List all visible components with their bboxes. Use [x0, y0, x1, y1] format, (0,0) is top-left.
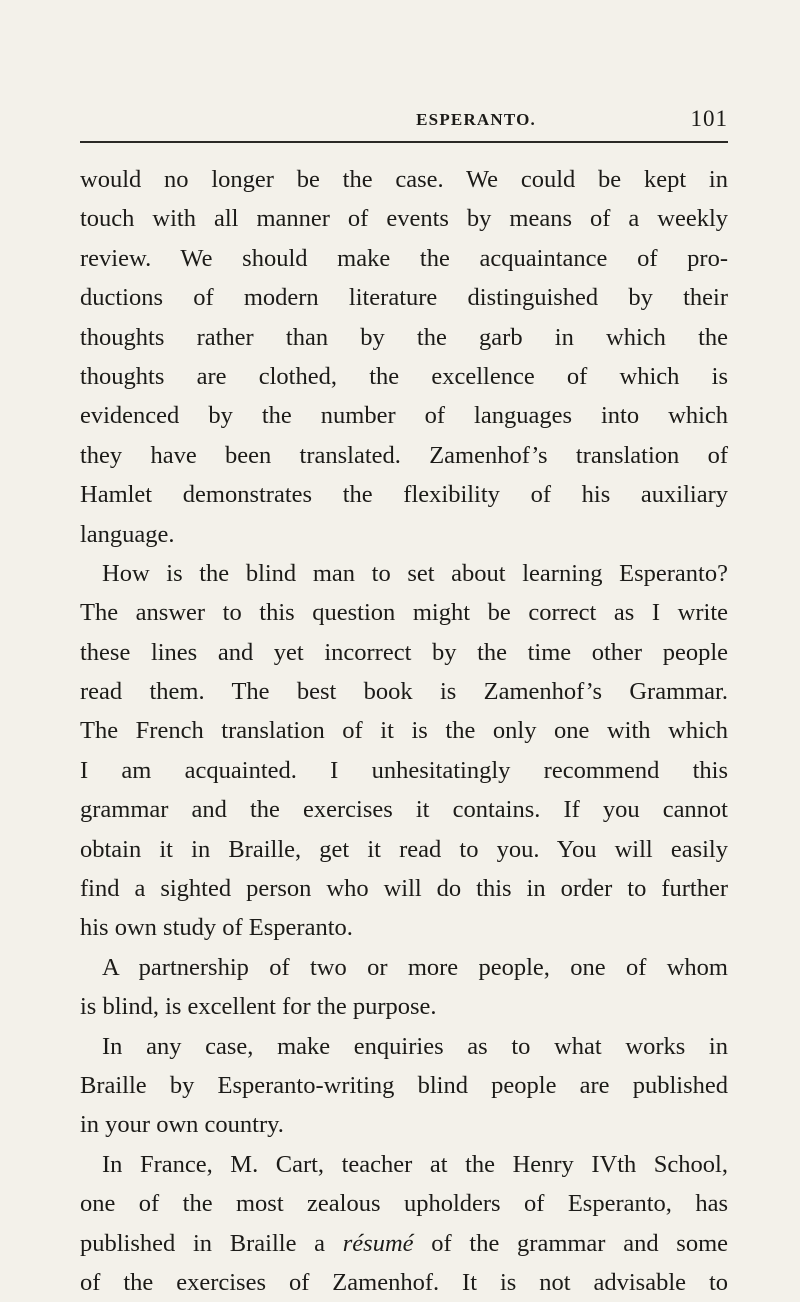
text-line: The French translation of it is the only one with which — [80, 717, 728, 745]
text-line: is blind, is excellent for the purpose. — [80, 993, 437, 1021]
text-line: Hamlet demonstrates the flexibility of his auxiliary — [80, 481, 728, 509]
text-line: would no longer be the case. We could be kept in — [80, 166, 728, 193]
text-line: read them. The best book is Zamenhof’s Grammar. — [80, 678, 728, 706]
text-line: In France, M. Cart, teacher at the Henry IVth School, — [102, 1150, 728, 1178]
text-run: published in Braille a — [80, 1229, 343, 1257]
page-number: 101 — [690, 106, 728, 131]
text-line: these lines and yet incorrect by the time other people — [80, 638, 728, 666]
text-line: In any case, make enquiries as to what works in — [102, 1032, 728, 1060]
text-line: touch with all manner of events by means of a weekly — [80, 205, 728, 233]
text-line: Braille by Esperanto-writing blind people are published — [80, 1071, 728, 1099]
text-line: ductions of modern literature distinguished by their — [80, 284, 728, 312]
text-line: find a sighted person who will do this in order to further — [80, 875, 728, 903]
text-line: I am acquainted. I unhesitatingly recommend this — [80, 756, 728, 784]
italic-term: résumé — [342, 1229, 414, 1257]
text-line: language. — [80, 520, 175, 548]
body-text — [80, 160, 728, 1302]
text-line: obtain it in Braille, get it read to you. You will easily — [80, 835, 728, 863]
text-line: grammar and the exercises it contains. If you cannot — [80, 796, 728, 824]
text-line: thoughts are clothed, the excellence of which is — [80, 362, 728, 390]
text-line: evidenced by the number of languages into which — [80, 402, 728, 430]
text-line: in your own country. — [80, 1111, 284, 1139]
text-line: thoughts rather than by the garb in which the — [80, 323, 728, 351]
text-line: one of the most zealous upholders of Esperanto, has — [80, 1190, 728, 1218]
text-line: they have been translated. Zamenhof’s translation of — [80, 441, 728, 469]
running-head — [80, 104, 728, 134]
book-page — [80, 0, 729, 1296]
text-line: The answer to this question might be correct as I write — [80, 599, 728, 627]
text-line: review. We should make the acquaintance of pro- — [80, 244, 728, 272]
text-line: his own study of Esperanto. — [80, 914, 353, 942]
header-rule — [80, 141, 728, 143]
text-line — [80, 1224, 728, 1263]
running-title: ESPERANTO. — [416, 110, 536, 129]
text-line: A partnership of two or more people, one of whom — [102, 953, 728, 981]
text-run: of the grammar and some — [413, 1229, 729, 1257]
text-line: How is the blind man to set about learning Esperanto? — [102, 559, 728, 587]
text-line: of the exercises of Zamenhof. It is not advisable to — [80, 1268, 728, 1296]
